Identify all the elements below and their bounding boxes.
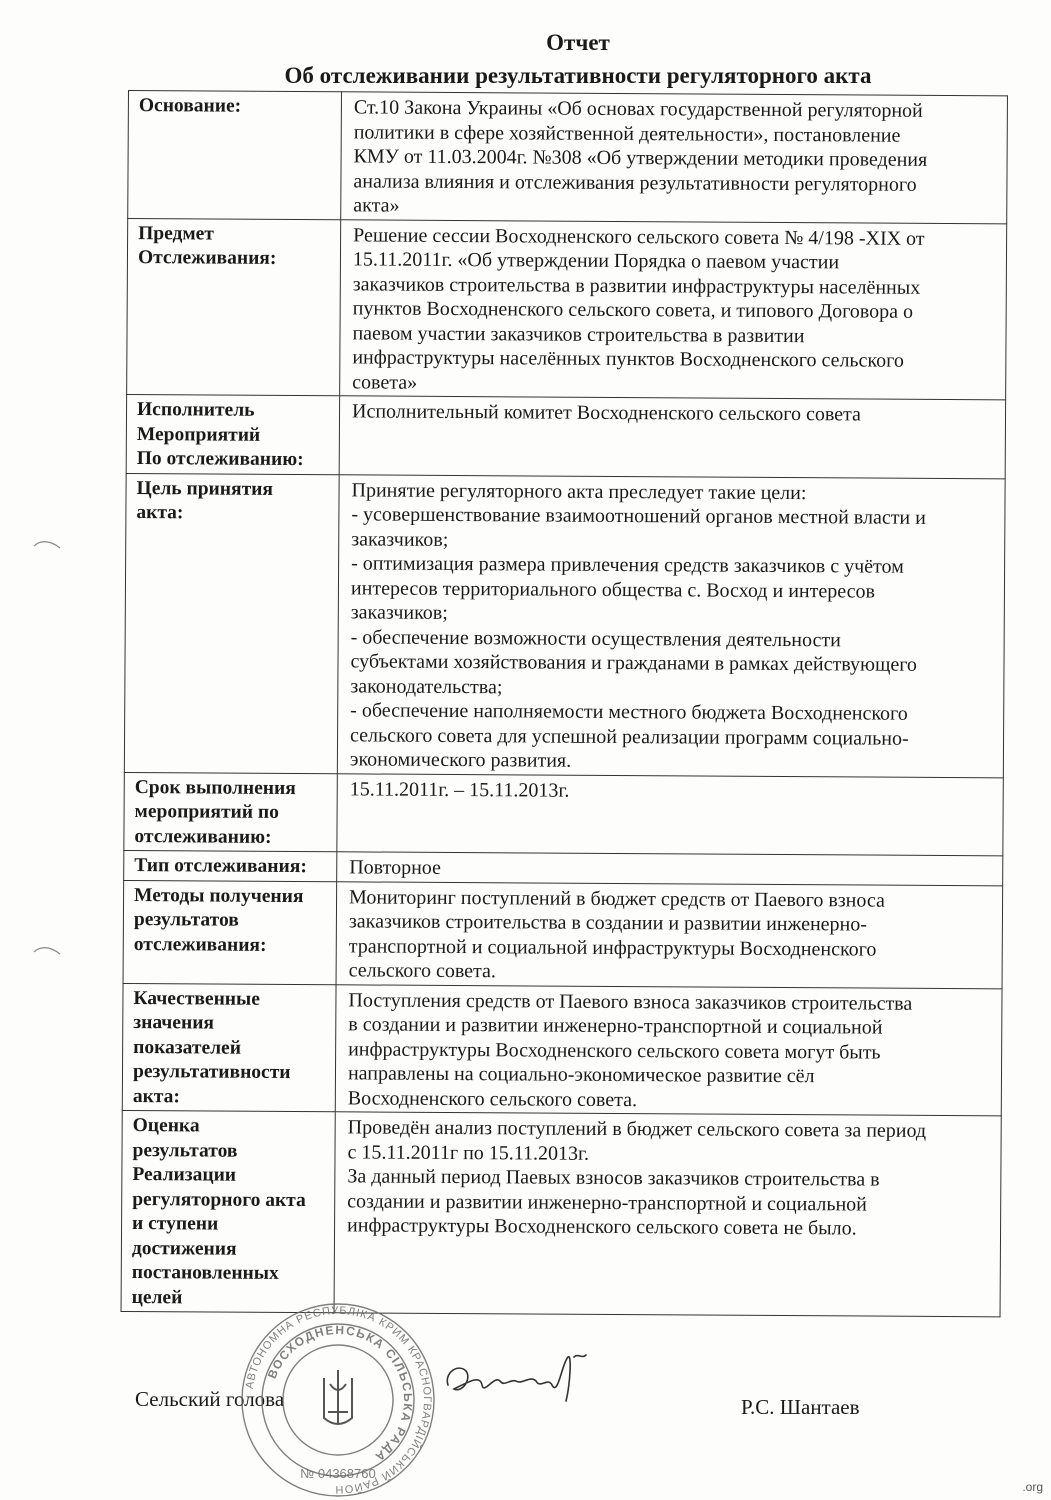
label-line: По отслеживанию: xyxy=(136,448,304,471)
stamp-code: № 04368760 xyxy=(300,1466,376,1481)
value-line: КМУ от 11.03.2004г. №308 «Об утверждении методики проведения xyxy=(353,145,928,171)
value-line: интересов территориального общества с. Восход и интересов xyxy=(350,576,876,603)
value-line: Мониторинг поступлений в бюджет средств от Паевого взноса xyxy=(349,885,885,912)
label-line: регуляторного акта xyxy=(132,1188,306,1211)
label-line: результативности xyxy=(132,1061,291,1084)
label-line: отслеживанию: xyxy=(134,825,272,848)
value-line: Проведён анализ поступлений в бюджет сельского совета за период xyxy=(347,1116,927,1142)
value-line: заказчиков строительства в создании и развитии инженерно- xyxy=(348,910,867,936)
value-line: совета» xyxy=(352,370,418,394)
value-line: экономического развития. xyxy=(349,748,572,772)
table-row xyxy=(128,91,1008,224)
row-label xyxy=(124,850,337,881)
label-line: Срок выполнения xyxy=(134,776,296,799)
value-line: заказчиков строительства в развитии инфраструктуры населённых xyxy=(352,272,921,299)
row-label xyxy=(124,772,337,852)
value-line: Поступления средств от Паевого взноса заказчиков строительства xyxy=(348,988,913,1015)
row-value xyxy=(337,474,1005,777)
value-line: - усовершенствование взаимоотношений органов местной власти и xyxy=(351,503,926,529)
label-line: акта: xyxy=(132,1085,180,1107)
row-value xyxy=(337,852,1003,886)
label-line: Качественные xyxy=(133,987,261,1010)
label-line: Методы получения xyxy=(134,884,304,907)
value-line: пунктов Восходненского сельского совета, и типового Договора о xyxy=(352,297,914,323)
value-line: Принятие регуляторного акта преследует такие цели: xyxy=(351,478,807,504)
value-line: заказчиков; xyxy=(351,527,449,551)
official-stamp xyxy=(238,1300,438,1500)
row-label xyxy=(128,91,342,220)
value-line: политики в сфере хозяйственной деятельности», постановление xyxy=(353,120,901,147)
value-line: - обеспечение возможности осуществления деятельности xyxy=(350,625,841,651)
report-table xyxy=(121,90,1008,1317)
value-line: Повторное xyxy=(349,856,442,879)
label-line: целей xyxy=(131,1286,183,1308)
value-line: заказчиков; xyxy=(350,601,448,624)
table-row xyxy=(122,983,1002,1116)
table-row xyxy=(127,218,1007,400)
label-line: Основание: xyxy=(138,95,242,117)
value-line: - оптимизация размера привлечения средств заказчиков с учётом xyxy=(351,552,904,578)
scan-artifact-mark xyxy=(32,538,62,552)
label-line: Цель принятия xyxy=(136,477,274,500)
value-line: транспортной и социальной инфраструктуры Восходненского xyxy=(348,934,877,961)
signer-role: Сельский голова xyxy=(135,1387,285,1411)
table-row xyxy=(121,1110,1001,1316)
row-value xyxy=(341,92,1008,224)
row-value xyxy=(335,984,1002,1116)
row-value xyxy=(337,773,1003,856)
value-line: с 15.11.2011г по 15.11.2013г. xyxy=(347,1140,590,1165)
label-line: мероприятий по xyxy=(134,801,279,823)
stamp-inner-text: ВОСХОДНЕНСЬКА СІЛЬСЬКА РАДА xyxy=(264,1322,416,1465)
label-line: Отслеживания: xyxy=(137,247,277,269)
value-line: 15.11.2011г. «Об утверждении Порядка о паевом участии xyxy=(352,248,840,274)
value-line: сельского совета. xyxy=(348,959,497,983)
value-line: создании и развитии инженерно-транспортной и социальной xyxy=(347,1189,867,1216)
value-line: Исполнительный комитет Восходненского сельского совета xyxy=(351,400,862,426)
value-line: инфраструктуры Восходненского сельского совета могут быть xyxy=(348,1037,881,1064)
label-line: акта: xyxy=(136,502,184,524)
value-line: направлены на социально-экономическое развитие сёл xyxy=(347,1062,815,1088)
label-line: результатов xyxy=(133,909,239,931)
row-label xyxy=(121,1110,335,1312)
label-line: Оценка xyxy=(132,1115,200,1137)
table-row xyxy=(126,394,1005,478)
row-value xyxy=(336,881,1003,988)
label-line: Реализации xyxy=(132,1164,237,1186)
row-label xyxy=(127,218,341,396)
handwritten-signature xyxy=(440,1345,610,1415)
value-line: законодательства; xyxy=(350,674,503,698)
value-line: субъектами хозяйствования и гражданами в рамках действующего xyxy=(350,650,918,676)
value-line: паевом участии заказчиков строительства в развитии xyxy=(352,321,805,347)
label-line: Исполнитель xyxy=(136,399,255,421)
label-line: Тип отслеживания: xyxy=(134,855,307,878)
label-line: и ступени xyxy=(132,1213,219,1235)
value-line: анализа влияния и отслеживания результативности регуляторного xyxy=(353,169,917,196)
report-subtitle: Об отслеживании результативности регуляторного акта xyxy=(284,63,872,88)
label-line: Предмет xyxy=(138,222,214,245)
table-row xyxy=(124,772,1003,856)
value-line: инфраструктуры населённых пунктов Восходненского сельского xyxy=(352,346,904,372)
value-line: инфраструктуры Восходненского сельского совета не было. xyxy=(347,1214,857,1240)
label-line: значения xyxy=(133,1012,215,1034)
value-line: сельского совета для успешной реализации программ социально- xyxy=(349,723,909,750)
signer-name: Р.С. Шантаев xyxy=(741,1395,860,1419)
table-row xyxy=(124,473,1005,777)
row-value xyxy=(334,1112,1001,1317)
row-label xyxy=(122,983,336,1112)
row-label xyxy=(126,394,339,474)
value-line: Ст.10 Закона Украины «Об основах государственной регуляторной xyxy=(353,96,923,122)
label-line: постановленных xyxy=(131,1262,279,1284)
value-line: Восходненского сельского совета. xyxy=(347,1086,638,1111)
stamp-outer-text: АВТОНОМНА РЕСПУБЛІКА КРИМ КРАСНОГВАРДІЙСЬКИЙ РАЙОН xyxy=(243,1304,434,1496)
value-line: акта» xyxy=(353,194,400,217)
label-line: отслеживания: xyxy=(133,933,267,956)
value-line: Решение сессии Восходненского сельского совета № 4/198 -XIX от xyxy=(353,223,925,250)
value-line: За данный период Паевых взносов заказчиков строительства в xyxy=(347,1165,880,1191)
label-line: результатов xyxy=(132,1139,238,1162)
row-label xyxy=(124,473,339,773)
label-line: достижения xyxy=(131,1237,237,1260)
watermark: .org xyxy=(1022,1480,1043,1494)
report-title: Отчет xyxy=(546,30,610,55)
table-row xyxy=(123,880,1003,988)
label-line: Мероприятий xyxy=(136,423,261,446)
row-value xyxy=(340,219,1007,400)
value-line: - обеспечение наполняемости местного бюджета Восходненского xyxy=(350,699,908,725)
label-line: показателей xyxy=(133,1036,242,1059)
trident-emblem xyxy=(324,1370,352,1424)
scan-artifact-mark xyxy=(32,944,62,958)
value-line: в создании и развитии инженерно-транспортной и социальной xyxy=(348,1013,883,1039)
row-value xyxy=(339,396,1005,479)
value-line: 15.11.2011г. – 15.11.2013г. xyxy=(349,777,570,802)
row-label xyxy=(123,880,337,984)
